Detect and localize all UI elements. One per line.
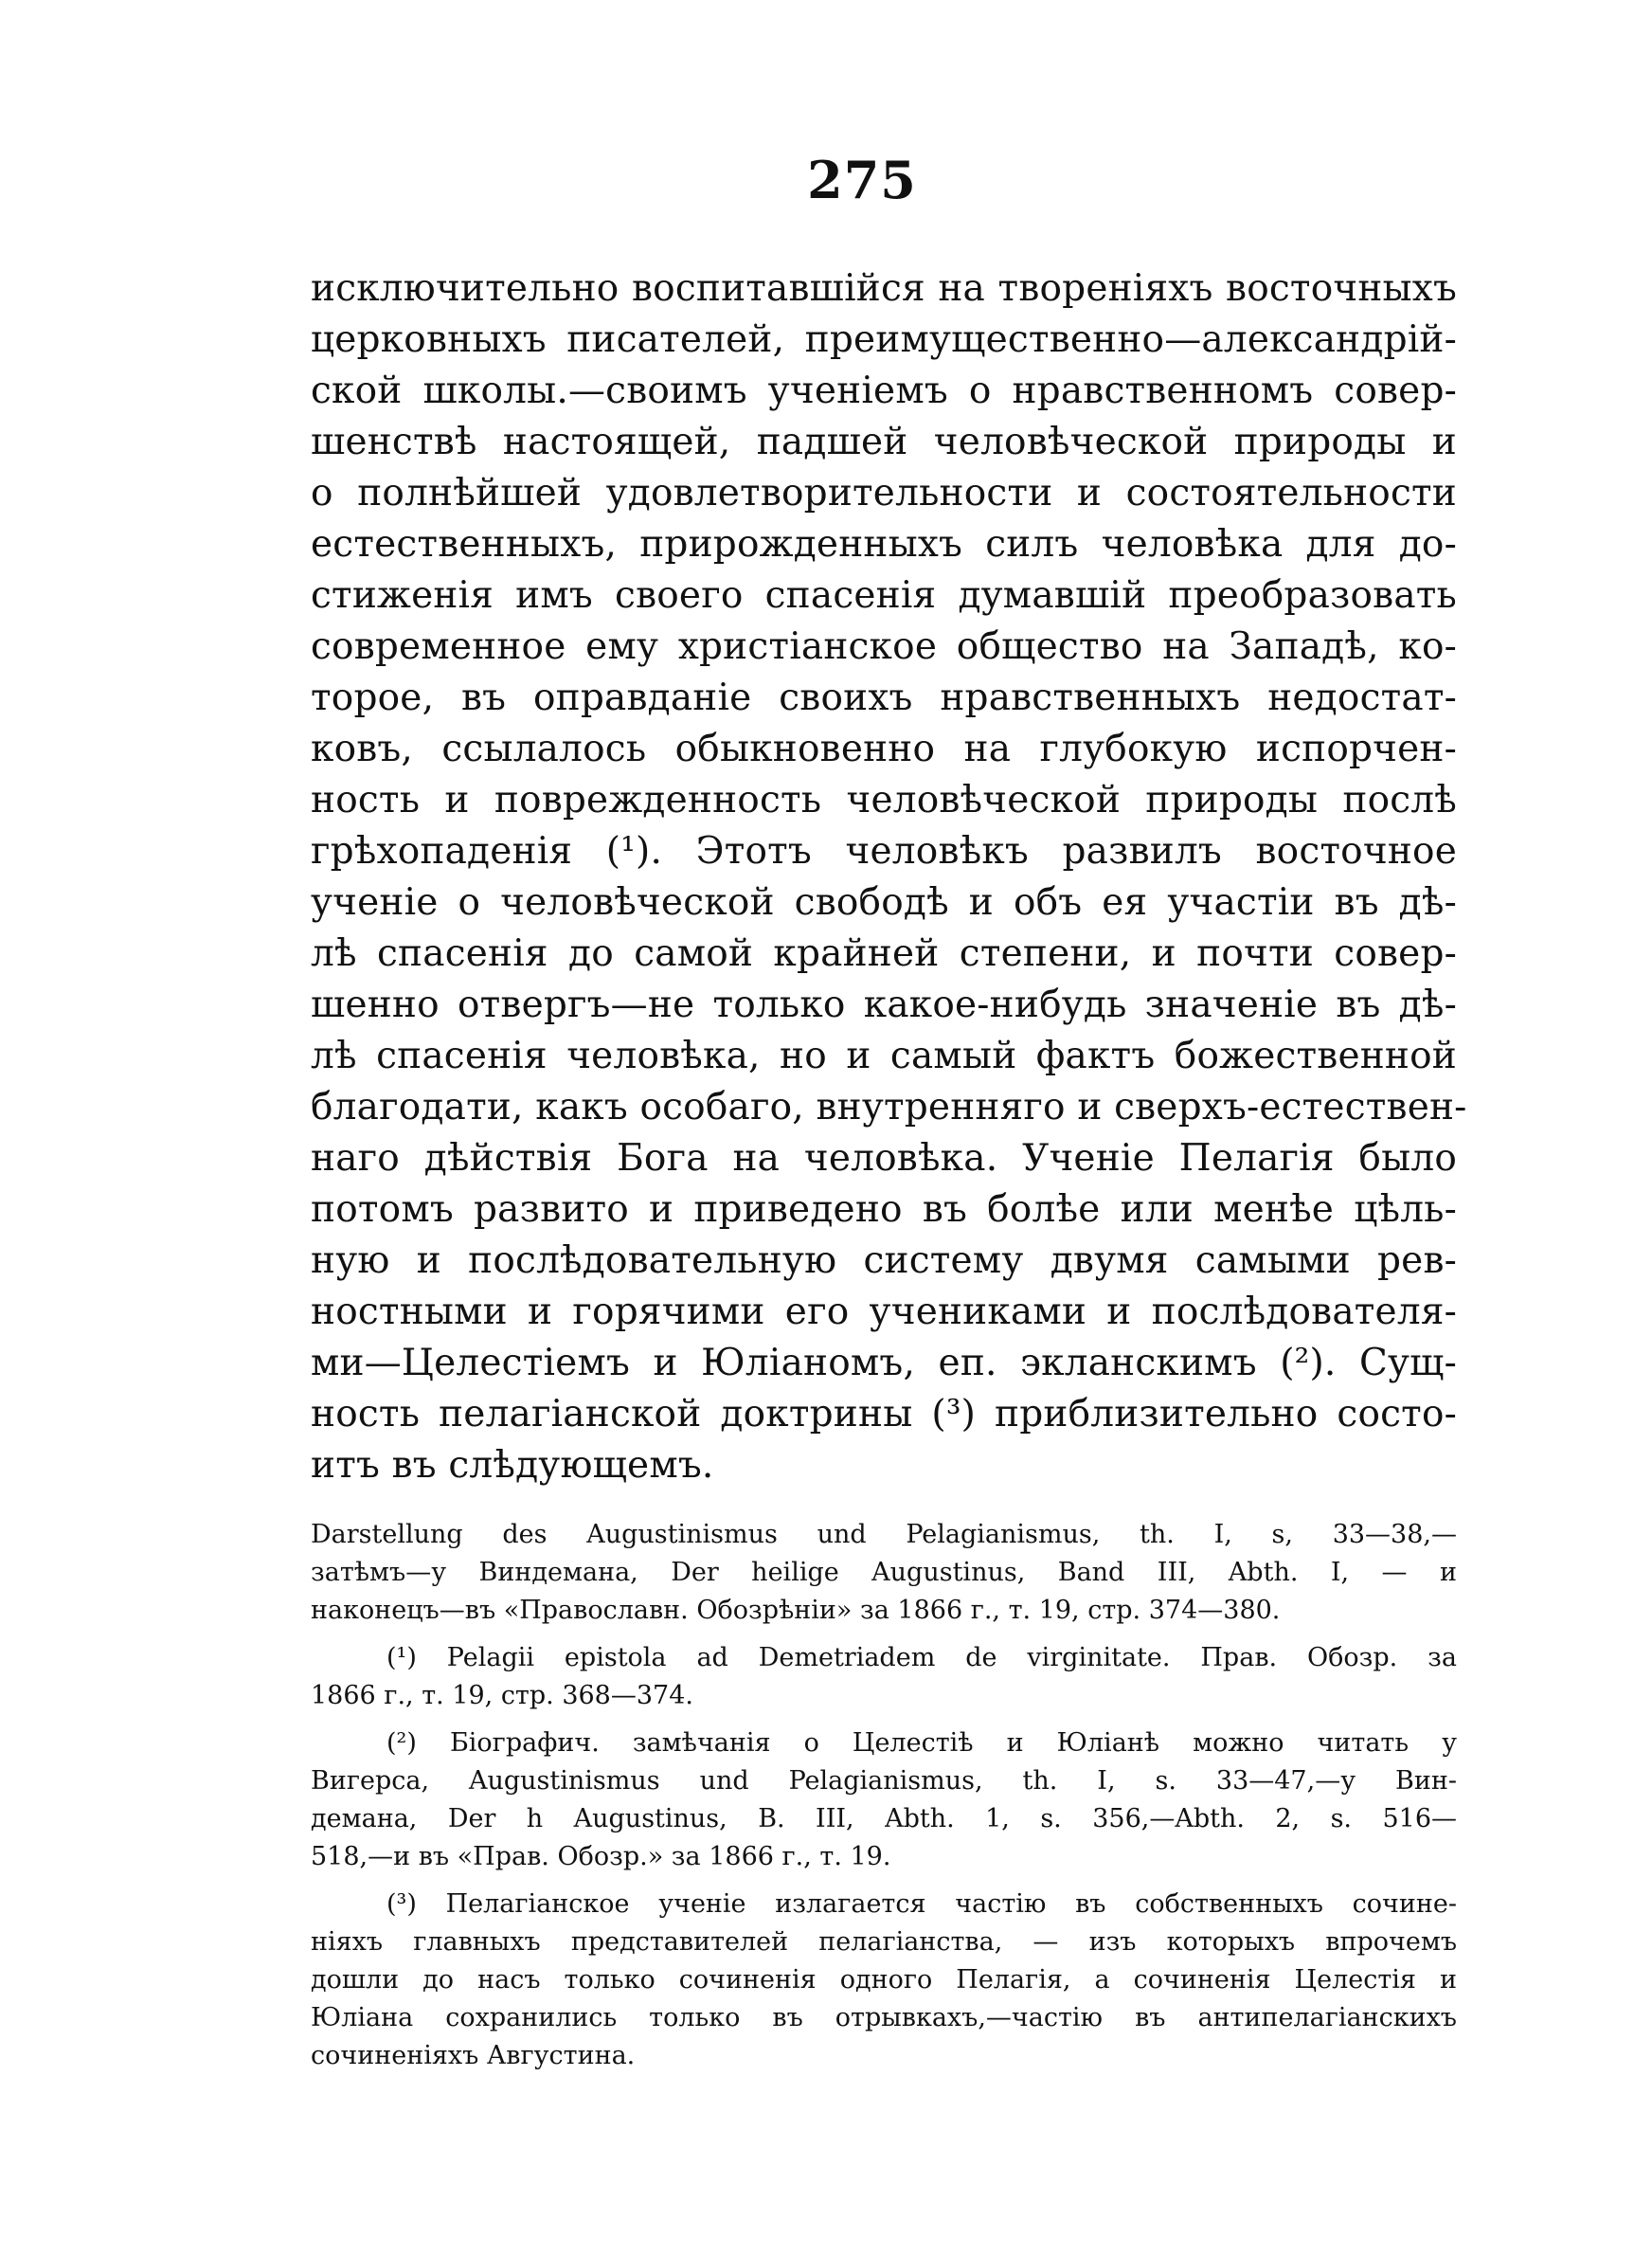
footnote-spacer (311, 1715, 1457, 1724)
footnote-1-line: (¹) Pelagii epistola ad Demetriadem de virginitate. Прав. Обозр. за (386, 1643, 1457, 1672)
text-line: грѣхопаденія (¹). Этотъ человѣкъ развилъ восточное (311, 830, 1457, 873)
text-line: шенствѣ настоящей, падшей человѣческой природы и (311, 421, 1457, 463)
footnote-3-line: Юліана сохранились только въ отрывкахъ,—частію въ антипелагіанскихъ (311, 2003, 1457, 2032)
text-line: стиженія имъ своего спасенія думавшій преобразовать (311, 574, 1457, 617)
text-line: церковныхъ писателей, преимущественно—александрій- (311, 318, 1457, 361)
footnote-spacer (311, 1876, 1457, 1886)
text-line: современное ему христіанское общество на Западѣ, ко- (311, 625, 1457, 668)
text-line: ность пелагіанской доктрины (³) приблизительно состо- (311, 1393, 1457, 1435)
footnote-2-line: 518,—и въ «Прав. Обозр.» за 1866 г., т. 19. (311, 1842, 891, 1871)
text-line: итъ въ слѣдующемъ. (311, 1444, 714, 1487)
footnote-3-line: ніяхъ главныхъ представителей пелагіанства, — изъ которыхъ впрочемъ (311, 1927, 1457, 1957)
text-line: естественныхъ, прирожденныхъ силъ человѣка для до- (311, 523, 1457, 566)
text-line: торое, въ оправданіе своихъ нравственныхъ недостат- (311, 677, 1457, 719)
text-line: ковъ, ссылалось обыкновенно на глубокую испорчен- (311, 728, 1457, 770)
footnote-3-line: сочиненіяхъ Августина. (311, 2041, 636, 2070)
main-text (311, 263, 1467, 1491)
footnote-continuation-line: наконецъ—въ «Православн. Обозрѣніи» за 1866 г., т. 19, стр. 374—380. (311, 1596, 1281, 1625)
footnote-2-line: демана, Der h Augustinus, B. III, Abth. 1, s. 356,—Abth. 2, s. 516— (311, 1804, 1457, 1833)
text-line: шенно отвергъ—не только какое-нибудь значеніе въ дѣ- (311, 984, 1457, 1026)
footnote-2-line: Вигерса, Augustinismus und Pelagianismus, th. I, s. 33—47,—у Вин- (311, 1766, 1457, 1796)
text-line: лѣ спасенія человѣка, но и самый фактъ божественной (311, 1035, 1457, 1077)
text-line: наго дѣйствія Бога на человѣка. Ученіе Пелагія было (311, 1137, 1457, 1180)
text-line: ми—Целестіемъ и Юліаномъ, еп. экланскимъ (²). Сущ- (311, 1342, 1457, 1384)
footnote-continuation-line: затѣмъ—у Виндемана, Der heilige Augustinus, Band III, Abth. I, — и (311, 1558, 1457, 1587)
footnote-3-line: (³) Пелагіанское ученіе излагается частію въ собственныхъ сочине- (386, 1889, 1457, 1919)
footnote-2-line: (²) Біографич. замѣчанія о Целестіѣ и Юліанѣ можно читать у (386, 1728, 1457, 1758)
footnote-spacer (311, 1630, 1457, 1639)
footnotes (311, 1516, 1457, 2075)
text-line: лѣ спасенія до самой крайней степени, и почти совер- (311, 932, 1457, 975)
text-line: благодати, какъ особаго, внутренняго и сверхъ-естествен- (311, 1086, 1467, 1128)
footnote-continuation-line: Darstellung des Augustinismus und Pelagianismus, th. I, s, 33—38,— (311, 1520, 1457, 1549)
text-line: ученіе о человѣческой свободѣ и объ ея участіи въ дѣ- (311, 881, 1457, 924)
text-line: ностными и горячими его учениками и послѣдователя- (311, 1291, 1457, 1333)
text-line: ную и послѣдовательную систему двумя самыми рев- (311, 1239, 1457, 1282)
text-line: ской школы.—своимъ ученіемъ о нравственномъ совер- (311, 370, 1457, 412)
footnote-1-line: 1866 г., т. 19, стр. 368—374. (311, 1681, 693, 1710)
text-line: ность и поврежденность человѣческой природы послѣ (311, 779, 1457, 822)
page-number: 275 (807, 150, 917, 210)
text-line: о полнѣйшей удовлетворительности и состоятельности (311, 472, 1457, 515)
text-line: исключительно воспитавшійся на твореніяхъ восточныхъ (311, 267, 1457, 310)
text-line: потомъ развито и приведено въ болѣе или менѣе цѣль- (311, 1188, 1457, 1231)
footnote-3-line: дошли до насъ только сочиненія одного Пелагія, а сочиненія Целестія и (311, 1965, 1457, 1995)
